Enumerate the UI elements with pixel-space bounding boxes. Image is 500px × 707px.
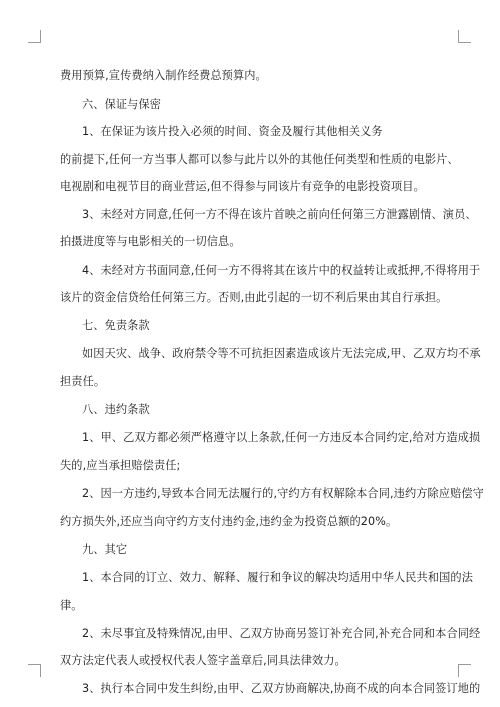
paragraph-line: 电视剧和电视节目的商业营运,但不得参与同该片有竞争的电影投资项目。 — [60, 180, 425, 193]
section-heading-exemption: 七、免责条款 — [82, 319, 150, 332]
paragraph-line: 律。 — [60, 599, 83, 612]
paragraph-line: 1、本合同的订立、效力、解释、履行和争议的解决均适用中华人民共和国的法 — [82, 571, 473, 584]
paragraph-line: 3、未经对方同意,任何一方不得在该片首映之前向任何第三方泄露剧情、演员、 — [82, 208, 477, 221]
paragraph-line: 的前提下,任何一方当事人都可以参与此片以外的其他任何类型和性质的电影片、 — [60, 153, 459, 166]
paragraph-line: 双方法定代表人或授权代表人签字盖章后,同具法律效力。 — [60, 654, 346, 667]
paragraph-line: 4、未经对方书面同意,任何一方不得将其在该片中的权益转让或抵押,不得将用于 — [82, 264, 481, 277]
paragraph-line: 如因天灾、战争、政府禁令等不可抗拒因素造成该片无法完成,甲、乙双方均不承 — [82, 347, 481, 360]
paragraph-line: 约方损失外,还应当向守约方支付违约金,违约金为投资总额的20%。 — [60, 515, 398, 528]
section-heading-breach: 八、违约条款 — [82, 403, 150, 416]
paragraph-line: 失的,应当承担赔偿责任; — [60, 459, 181, 472]
section-heading-other: 九、其它 — [82, 543, 128, 556]
paragraph-line: 1、在保证为该片投入必须的时间、资金及履行其他相关义务 — [82, 125, 383, 138]
crop-mark-top-right — [458, 30, 471, 43]
section-heading-guarantee-confidentiality: 六、保证与保密 — [82, 98, 162, 111]
paragraph-line: 1、甲、乙双方都必须严格遵守以上条款,任何一方违反本合同约定,给对方造成损 — [82, 431, 481, 444]
crop-mark-bottom-left — [28, 664, 41, 677]
paragraph-line: 2、未尽事宜及特殊情况,由甲、乙双方协商另签订补充合同,补充合同和本合同经 — [82, 627, 481, 640]
paragraph-line: 拍摄进度等与电影相关的一切信息。 — [60, 235, 241, 248]
paragraph-line: 2、因一方违约,导致本合同无法履行的,守约方有权解除本合同,违约方除应赔偿守 — [82, 487, 484, 500]
crop-mark-top-left — [28, 30, 41, 43]
paragraph-line: 费用预算,宣传费纳入制作经费总预算内。 — [60, 69, 267, 82]
paragraph-line: 3、执行本合同中发生纠纷,由甲、乙双方协商解决,协商不成的向本合同签订地的 — [82, 682, 481, 695]
crop-mark-bottom-right — [458, 664, 471, 677]
paragraph-line: 担责任。 — [60, 375, 106, 388]
paragraph-line: 该片的资金信贷给任何第三方。否则,由此引起的一切不利后果由其自行承担。 — [60, 291, 448, 304]
